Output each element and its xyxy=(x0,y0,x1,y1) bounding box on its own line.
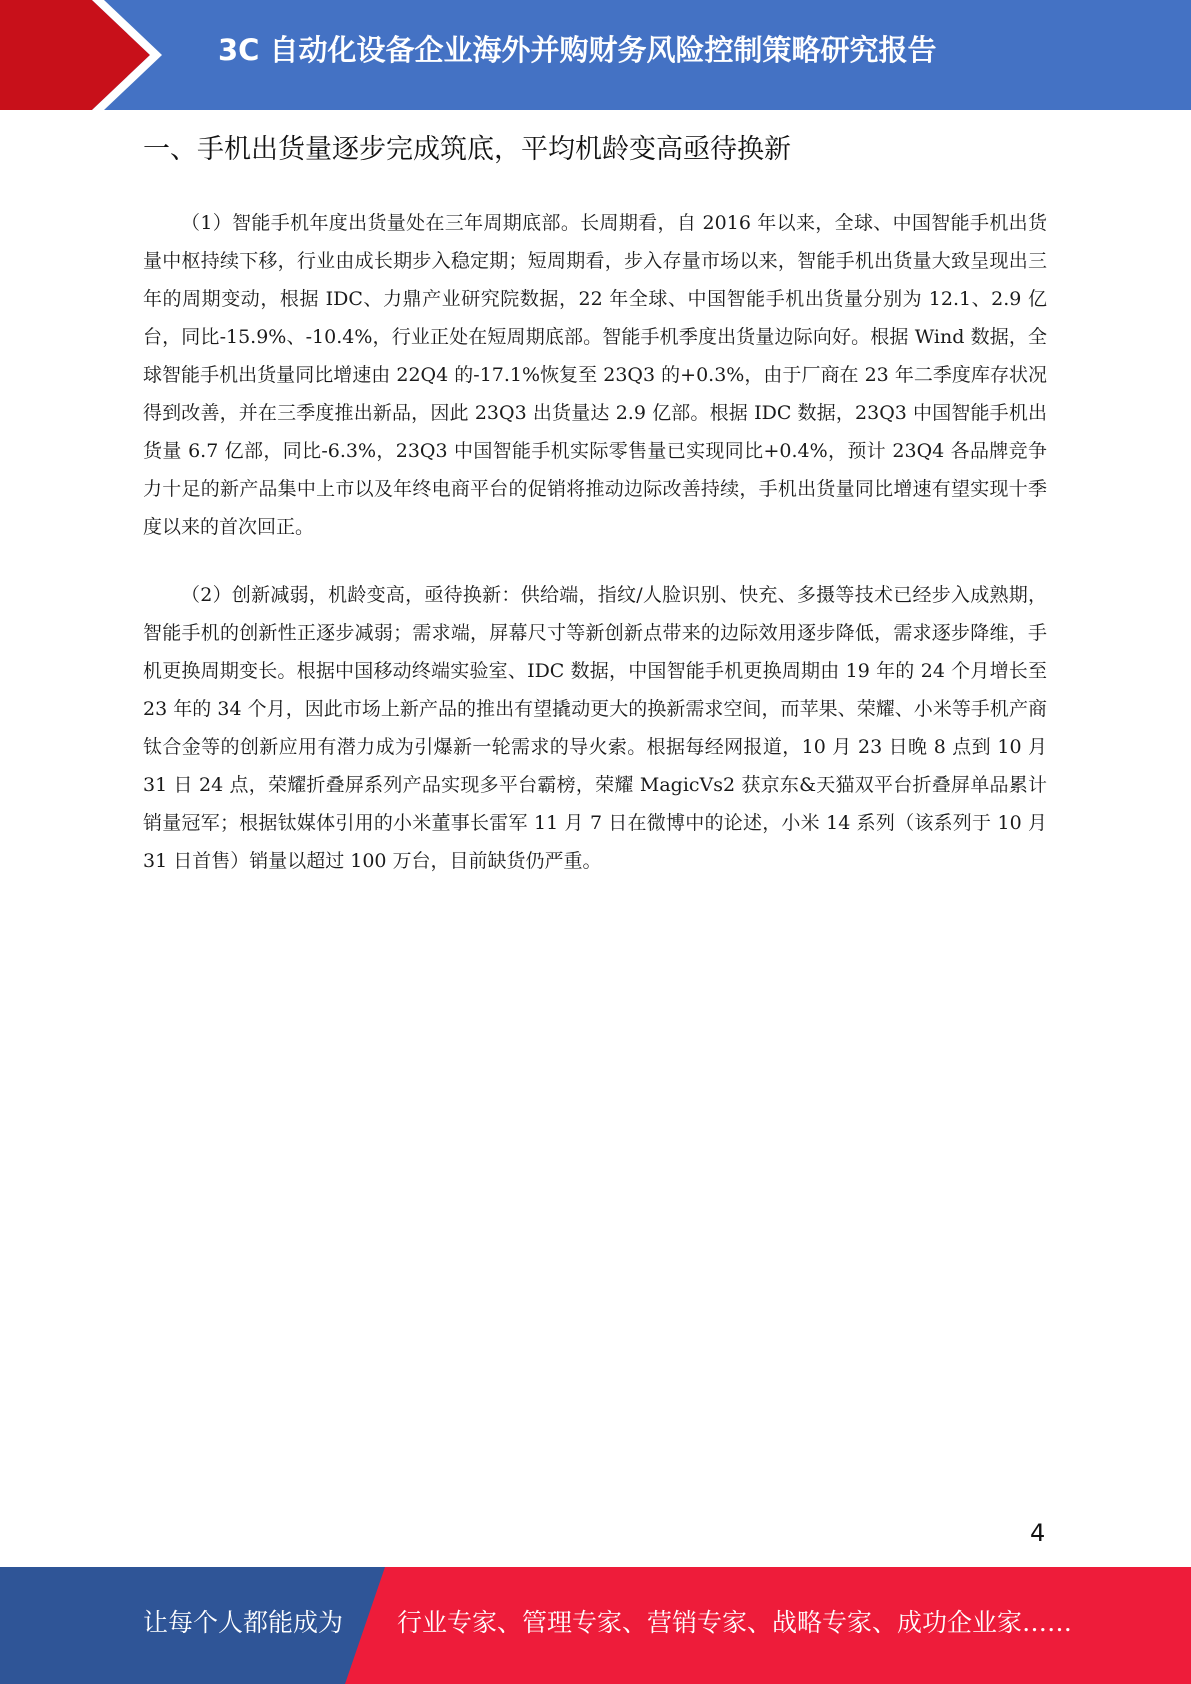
page-footer xyxy=(0,1567,1191,1684)
body-paragraph-1: （1）智能手机年度出货量处在三年周期底部。长周期看，自 2016 年以来，全球、中国智能手机出货量中枢持续下移，行业由成长期步入稳定期；短周期看，步入存量市场以来，智能手机出货量大致呈现出三年的周期变动，根据 IDC、力鼎产业研究院数据，22 年全球、中国智能手机出货量分别为 12.1、2.9 亿台，同比-15.9%、-10.4%，行业正处在短周期底部。智能手机季度出货量边际向好。根据 Wind 数据，全球智能手机出货量同比增速由 22Q4 的-17.1%恢复至 23Q3 的+0.3%，由于厂商在 23 年二季度库存状况得到改善，并在三季度推出新品，因此 23Q3 出货量达 2.9 亿部。根据 IDC 数据，23Q3 中国智能手机出货量 6.7 亿部，同比-6.3%，23Q3 中国智能手机实际零售量已实现同比+0.4%，预计 23Q4 各品牌竞争力十足的新产品集中上市以及年终电商平台的促销将推动边际改善持续，手机出货量同比增速有望实现十季度以来的首次回正。 xyxy=(143,212,1047,538)
report-title: 3C 自动化设备企业海外并购财务风险控制策略研究报告 xyxy=(218,33,937,67)
page-number: 4 xyxy=(1030,1519,1046,1547)
body-paragraph-2: （2）创新减弱，机龄变高，亟待换新：供给端，指纹/人脸识别、快充、多摄等技术已经步入成熟期，智能手机的创新性正逐步减弱；需求端，屏幕尺寸等新创新点带来的边际效用逐步降低，需求逐步降维，手机更换周期变长。根据中国移动终端实验室、IDC 数据，中国智能手机更换周期由 19 年的 24 个月增长至 23 年的 34 个月，因此市场上新产品的推出有望撬动更大的换新需求空间，而苹果、荣耀、小米等手机产商钛合金等的创新应用有潜力成为引爆新一轮需求的导火索。根据每经网报道，10 月 23 日晚 8 点到 10 月 31 日 24 点，荣耀折叠屏系列产品实现多平台霸榜，荣耀 MagicVs2 获京东&天猫双平台折叠屏单品累计销量冠军；根据钛媒体引用的小米董事长雷军 11 月 7 日在微博中的论述，小米 14 系列（该系列于 10 月 31 日首售）销量以超过 100 万台，目前缺货仍严重。 xyxy=(143,584,1048,872)
footer-slogan-left: 让每个人都能成为 xyxy=(143,1608,344,1637)
page-header xyxy=(0,0,1191,110)
header-red-arrow xyxy=(0,0,150,110)
footer-slogan-right: 行业专家、管理专家、营销专家、战略专家、成功企业家…… xyxy=(397,1608,1073,1637)
section-heading: 一、手机出货量逐步完成筑底，平均机龄变高亟待换新 xyxy=(143,134,791,165)
